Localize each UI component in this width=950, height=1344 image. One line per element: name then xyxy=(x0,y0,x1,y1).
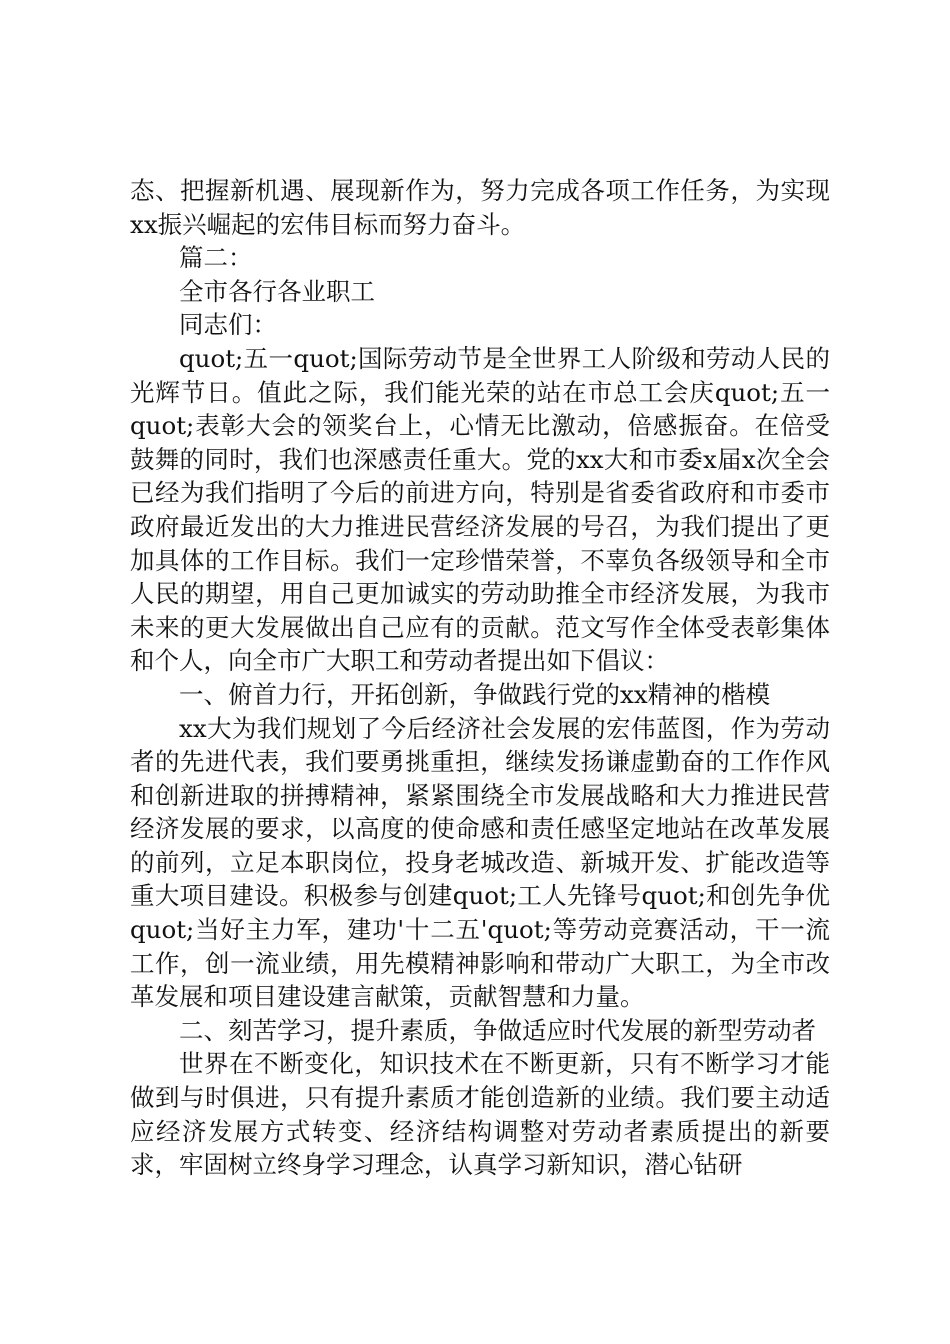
proposal-heading-2: 二、刻苦学习，提升素质，争做适应时代发展的新型劳动者 xyxy=(179,1015,816,1045)
paragraph-intro: quot;五一quot;国际劳动节是全世界工人阶级和劳动人民的光辉节日。值此之际，我们能光荣的站在市总工会庆quot;五一quot;表彰大会的领奖台上，心情无比激动，倍感振奋。在倍受鼓舞的同时，我们也深感责任重大。党的xx大和市委x届x次全会已经为我们指明了今后的前进方向，特别是省委省政府和市委市政府最近发出的大力推进民营经济发展的号召，为我们提出了更加具体的工作目标。我们一定珍惜荣誉，不辜负各级领导和全市人民的期望，用自己更加诚实的劳动助推全市经济发展，为我市未来的更大发展做出自己应有的贡献。范文写作全体受表彰集体和个人，向全市广大职工和劳动者提出如下倡议： xyxy=(130,343,830,676)
paragraph-proposal-1: xx大为我们规划了今后经济社会发展的宏伟蓝图，作为劳动者的先进代表，我们要勇挑重担，继续发扬谦虚勤奋的工作作风和创新进取的拼搏精神，紧紧围绕全市发展战略和大力推进民营经济发展的要求，以高度的使命感和责任感坚定地站在改革发展的前列，立足本职岗位，投身老城改造、新城开发、扩能改造等重大项目建设。积极参与创建quot;工人先锋号quot;和创先争优quot;当好主力军，建功'十二五'quot;等劳动竞赛活动，干一流工作，创一流业绩，用先模精神影响和带动广大职工，为全市改革发展和项目建设建言献策，贡献智慧和力量。 xyxy=(130,713,830,1012)
paragraph-continuation: 态、把握新机遇、展现新作为，努力完成各项工作任务，为实现xx振兴崛起的宏伟目标而努力奋斗。 xyxy=(130,176,830,239)
proposal-heading-1: 一、俯首力行，开拓创新，争做践行党的xx精神的楷模 xyxy=(179,679,771,709)
addressee: 全市各行各业职工 xyxy=(179,276,375,306)
section-heading-part-two: 篇二： xyxy=(179,243,253,273)
paragraph-proposal-2: 世界在不断变化，知识技术在不断更新，只有不断学习才能做到与时俱进，只有提升素质才能创造新的业绩。我们要主动适应经济发展方式转变、经济结构调整对劳动者素质提出的新要求，牢固树立终身学习理念，认真学习新知识，潜心钻研 xyxy=(130,1049,830,1180)
document-body xyxy=(130,174,830,1182)
salutation: 同志们： xyxy=(179,310,277,340)
